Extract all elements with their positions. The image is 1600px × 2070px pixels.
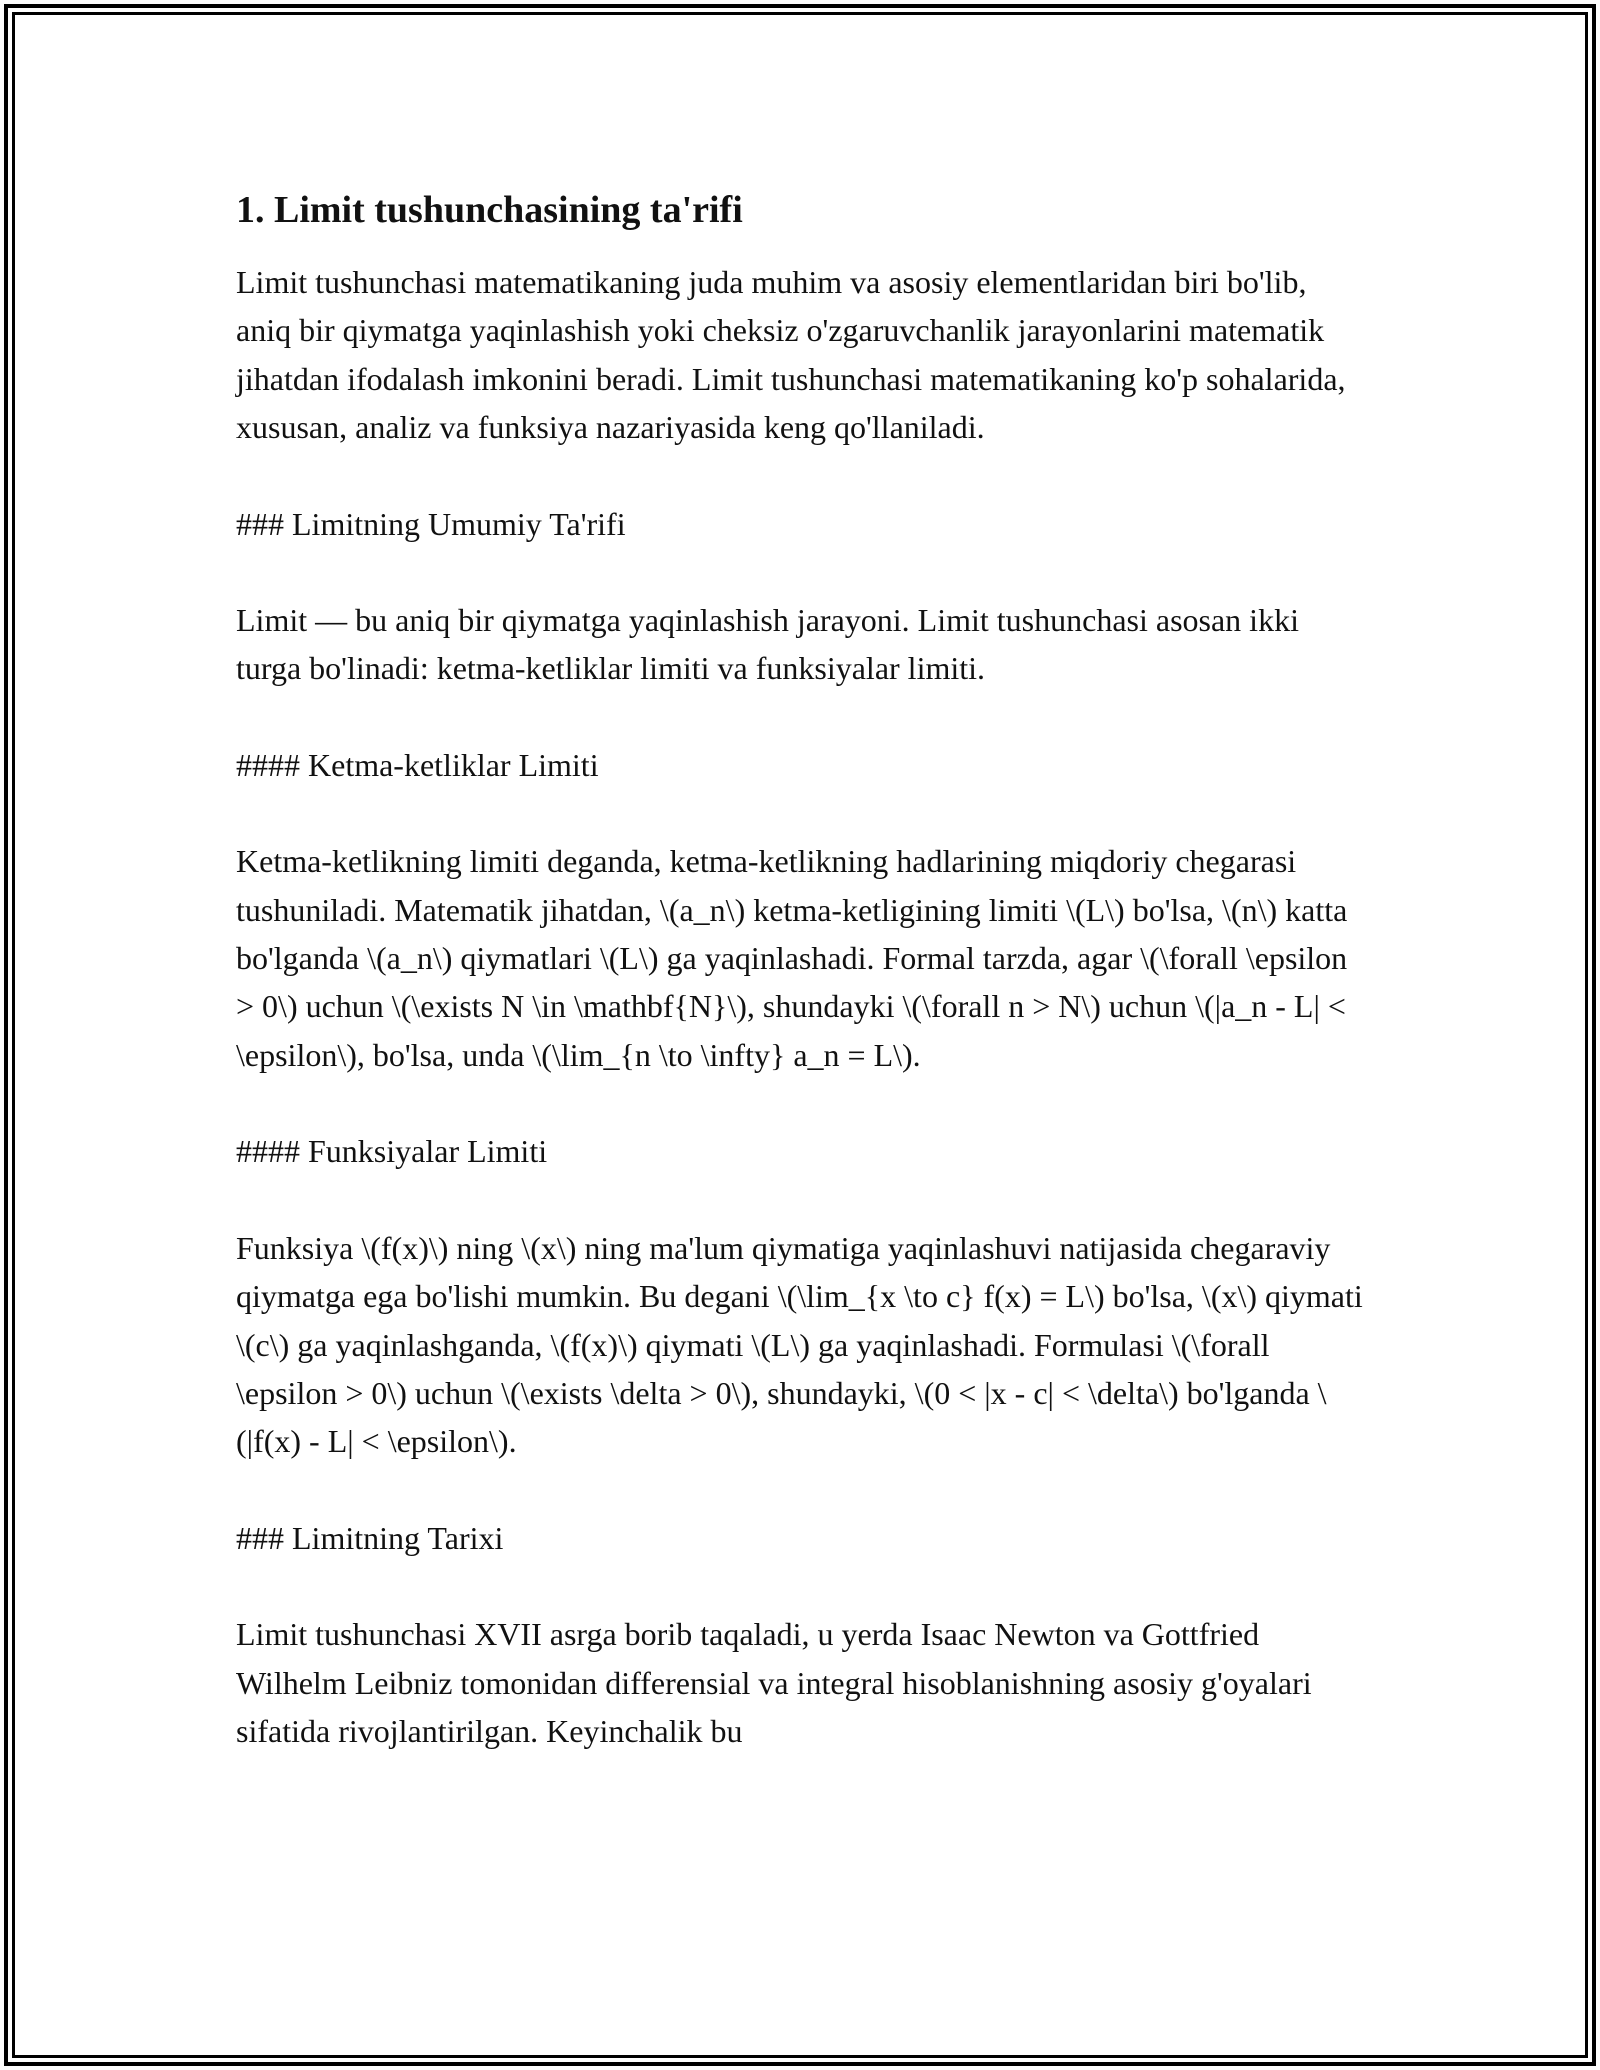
- paragraph-function-limit: Funksiya \(f(x)\) ning \(x\) ning ma'lum qiymatiga yaqinlashuvi natijasida chegaraviy qiymatga ega bo'lishi mumkin. Bu degani \(\lim_{x \to c} f(x) = L\) bo'lsa, \(x\) qiymati \(c\) ga yaqinlashganda, \(f(x)\) qiymati \(L\) ga yaqinlashadi. Formulasi \(\forall \epsilon > 0\) uchun \(\exists \delta > 0\), shundayki, \(0 < |x - c| < \delta\) bo'lganda \(|f(x) - L| < \epsilon\).: [236, 1229, 1363, 1460]
- document-title: 1. Limit tushunchasining ta'rifi: [236, 189, 743, 231]
- paragraph-limit-definition: Limit — bu aniq bir qiymatga yaqinlashish jarayoni. Limit tushunchasi asosan ikki turga bo'linadi: ketma-ketliklar limiti va funksiyalar limiti.: [236, 602, 1299, 687]
- section-heading-general-definition: ### Limitning Umumiy Ta'rifi: [236, 505, 626, 542]
- section-heading-sequence-limit: #### Ketma-ketliklar Limiti: [236, 746, 599, 783]
- document-body: [236, 186, 1366, 1755]
- paragraph-history: Limit tushunchasi XVII asrga borib taqaladi, u yerda Isaac Newton va Gottfried Wilhelm Leibniz tomonidan differensial va integral hisoblanishning asosiy g'oyalari sifatida rivojlantirilgan. Keyinchalik bu: [236, 1616, 1312, 1749]
- section-heading-function-limit: #### Funksiyalar Limiti: [236, 1133, 548, 1170]
- paragraph-sequence-limit: Ketma-ketlikning limiti deganda, ketma-ketlikning hadlarining miqdoriy chegarasi tushuniladi. Matematik jihatdan, \(a_n\) ketma-ketligining limiti \(L\) bo'lsa, \(n\) katta bo'lganda \(a_n\) qiymatlari \(L\) ga yaqinlashadi. Formal tarzda, agar \(\forall \epsilon > 0\) uchun \(\exists N \in \mathbf{N}\), shundayki \(\forall n > N\) uchun \(|a_n - L| < \epsilon\), bo'lsa, unda \(\lim_{n \to \infty} a_n = L\).: [236, 843, 1348, 1073]
- section-heading-history: ### Limitning Tarixi: [236, 1519, 504, 1556]
- paragraph-intro: Limit tushunchasi matematikaning juda muhim va asosiy elementlaridan biri bo'lib, aniq bir qiymatga yaqinlashish yoki cheksiz o'zgaruvchanlik jarayonlarini matematik jihatdan ifodalash imkonini beradi. Limit tushunchasi matematikaning ko'p sohalarida, xususan, analiz va funksiya nazariyasida keng qo'llaniladi.: [236, 264, 1346, 446]
